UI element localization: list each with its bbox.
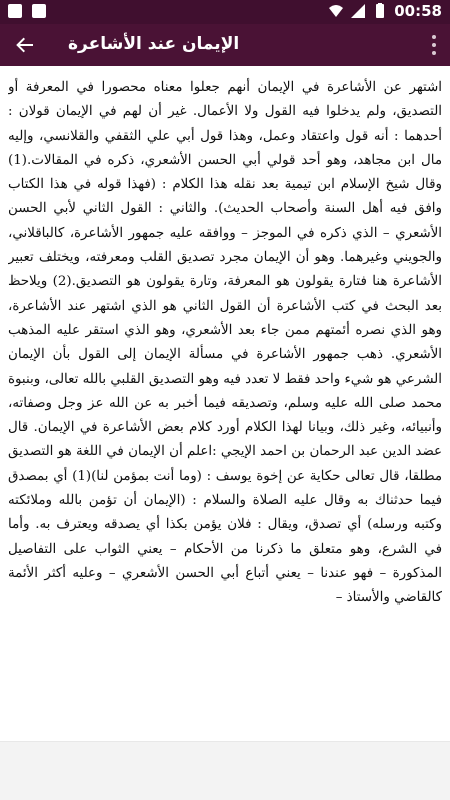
notification-icons	[8, 4, 46, 18]
status-bar	[0, 0, 450, 24]
article-content[interactable]	[8, 76, 442, 742]
arrow-back-icon	[15, 35, 35, 55]
page-title: الإيمان عند الأشاعرة	[68, 34, 240, 54]
image-notification-icon	[8, 4, 22, 18]
app-notification-icon	[32, 4, 46, 18]
back-button[interactable]	[10, 30, 40, 60]
app-bar	[0, 24, 450, 66]
bottom-banner-area	[0, 741, 450, 800]
status-time: 00:58	[394, 2, 442, 20]
signal-icon	[350, 3, 366, 19]
system-status	[328, 2, 442, 20]
more-vert-icon	[432, 35, 436, 39]
article-text: اشتهر عن الأشاعرة في الإيمان أنهم جعلوا معناه محصورا في المعرفة أو التصديق، ولم يدخلوا فيه القول ولا الأعمال. غير أن لهم في الإيمان قولان : أحدهما : أنه قول واعتقاد وعمل، وهذا قول أبي علي الثقفي والقلانسي، وإليه مال ابن مجاهد، وهو أحد قولي أبي الحسن الأشعري، ذكره في المقالات.(1) وقال شيخ الإسلام ابن تيمية بعد نقله هذا الكلام : (فهذا قوله في هذا الكتاب وافق فيه أهل السنة وأصحاب الحديث). والثاني : القول الثاني لأبي الحسن الأشعري – الذي ذكره في الموجز – ووافقه عليه جمهور الأشاعرة، كالباقلاني، والجويني وغيرهما. وهو أن الإيمان مجرد تصديق القلب ومعرفته، ويختلف تعبير الأشاعرة هنا فتارة يقولون هو المعرفة، وتارة يقولون هو التصديق.(2) ويلاحظ بعد البحث في كتب الأشاعرة أن القول الثاني هو الذي اشتهر عند الأشاعرة، وهو الذي نصره أئمتهم ممن جاء بعد الأشعري، وهو الذي استقر عليه المذهب الأشعري. ذهب جمهور الأشاعرة في مسألة الإيمان إلى القول بأن الإيمان الشرعي هو شيء واحد فقط لا تعدد فيه وهو التصديق القلبي بالله تعالى، وبنبوة محمد صلى الله عليه وسلم، وتصديقه فيما أخبر به عن الله عز وجل وصفاته، وأنبيائه، وغير ذلك، وبيانا لهذا الكلام أورد كلام بعض الأشاعرة في الإيمان. قال عضد الدين عبد الرحمان بن احمد الإيجي :اعلم أن الإيمان في اللغة هو التصديق مطلقا، قال تعالى حكاية عن إخوة يوسف : (وما أنت بمؤمن لنا)(1) أي بمصدق فيما حدثناك به وقال عليه الصلاة والسلام : (الإيمان أن تؤمن بالله وملائكته وكتبه ورسله) أي تصدق، ويقال : فلان يؤمن بكذا أي يصدقه ويعترف به. وأما في الشرع، وهو متعلق ما ذكرنا من الأحكام – يعني الثواب على التفاصيل المذكورة – فهو عندنا – يعني أتباع أبي الحسن الأشعري – وعليه أكثر الأئمة كالقاضي والأستاذ –	[8, 80, 442, 606]
battery-icon	[372, 3, 388, 19]
wifi-icon	[328, 3, 344, 19]
more-options-button[interactable]	[428, 33, 440, 57]
